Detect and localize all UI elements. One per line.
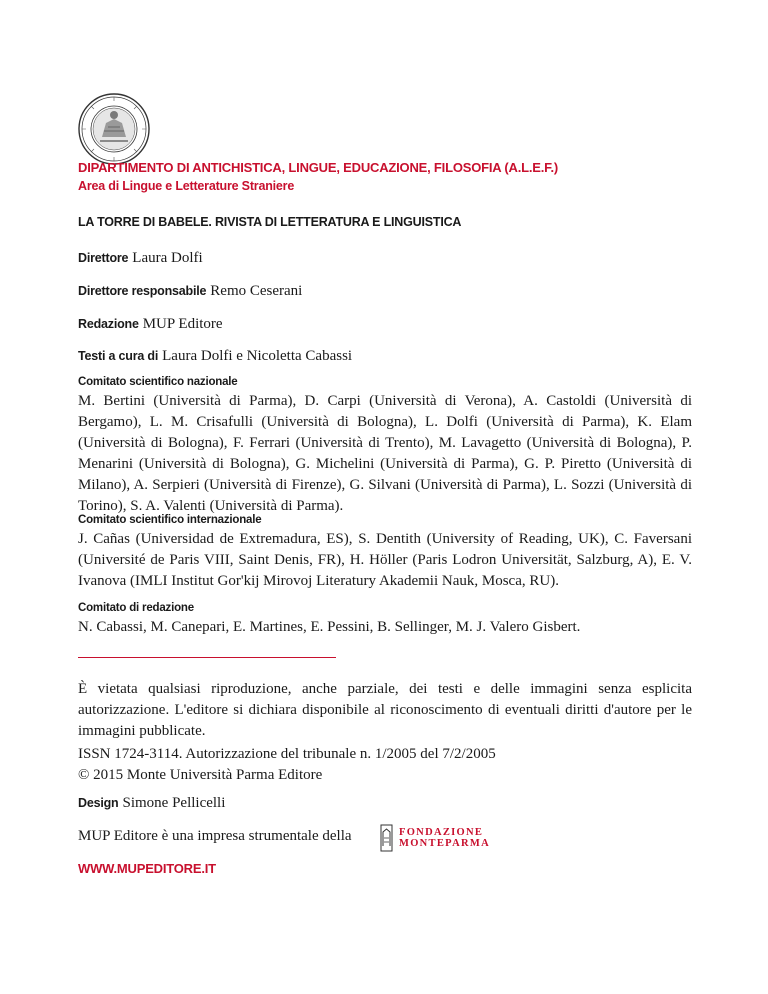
fondazione-line-2: MONTEPARMA xyxy=(399,838,490,849)
website-link[interactable]: WWW.MUPEDITORE.IT xyxy=(78,861,216,876)
credit-label: Direttore responsabile xyxy=(78,284,207,298)
fondazione-monteparma-logo xyxy=(380,823,490,853)
committee-national-members: M. Bertini (Università di Parma), D. Carpi (Università di Verona), A. Castoldi (Università di Bergamo), L. M. Crisafulli (Università di Bologna), L. Dolfi (Università di Parma), K. Elam (Università di Bologna), F. Ferrari (Università di Trento), M. Lavagetto (Università di Bologna), P. Menarini (Università di Bologna), G. Michelini (Università di Parma), G. P. Piretto (Università di Milano), A. Serpieri (Università di Firenze), G. Silvani (Università di Parma), L. Sozzi (Università di Torino), S. A. Valenti (Università di Parma). xyxy=(78,393,692,514)
university-seal-logo xyxy=(78,93,150,165)
committee-international-title: Comitato scientifico internazionale xyxy=(78,514,262,526)
credit-testi-a-cura xyxy=(78,348,352,365)
issn-line: ISSN 1724-3114. Autorizzazione del tribunale n. 1/2005 del 7/2/2005 xyxy=(78,746,496,762)
credit-value: MUP Editore xyxy=(142,316,223,332)
committee-international-members: J. Cañas (Universidad de Extremadura, ES), S. Dentith (University of Reading, UK), C. Faversani (Université de Paris VIII, Saint Denis, FR), H. Höller (Paris Lodron Universität, Salzburg, A), E. V. Ivanova (IMLI Institut Gor'kij Mirovoj Literatury Akademii Nauk, Mosca, RU). xyxy=(78,531,692,589)
credit-value: Remo Ceserani xyxy=(210,283,303,299)
credit-label: Direttore xyxy=(78,251,129,265)
department-heading: DIPARTIMENTO DI ANTICHISTICA, LINGUE, EDUCAZIONE, FILOSOFIA (A.L.E.F.) xyxy=(78,160,558,175)
copyright-line: © 2015 Monte Università Parma Editore xyxy=(78,767,323,783)
credit-redazione xyxy=(78,316,223,333)
copyright-notice: È vietata qualsiasi riproduzione, anche parziale, dei testi e delle immagini senza esplicita autorizzazione. L'editore si dichiara disponibile al riconoscimento di eventuali diritti d'autore per le immagini pubblicate. xyxy=(78,681,692,739)
area-subheading: Area di Lingue e Letterature Straniere xyxy=(78,179,295,193)
fondazione-line-1: FONDAZIONE xyxy=(399,827,484,838)
credit-label: Design xyxy=(78,796,119,810)
divider-rule xyxy=(78,657,336,658)
committee-editorial-title: Comitato di redazione xyxy=(78,602,194,614)
committee-editorial-members: N. Cabassi, M. Canepari, E. Martines, E. Pessini, B. Sellinger, M. J. Valero Gisbert. xyxy=(78,619,581,635)
credit-direttore xyxy=(78,250,203,267)
journal-title: LA TORRE DI BABELE. RIVISTA DI LETTERATURA E LINGUISTICA xyxy=(78,215,462,229)
mup-statement: MUP Editore è una impresa strumentale della xyxy=(78,828,352,844)
credit-value: Laura Dolfi e Nicoletta Cabassi xyxy=(162,348,353,364)
credit-direttore-responsabile xyxy=(78,283,302,300)
credit-design xyxy=(78,795,225,812)
fondazione-mark-icon xyxy=(380,824,393,852)
committee-national-title: Comitato scientifico nazionale xyxy=(78,376,238,388)
credit-value: Simone Pellicelli xyxy=(122,795,226,811)
credit-label: Testi a cura di xyxy=(78,349,159,363)
publication-info xyxy=(78,744,496,786)
credit-label: Redazione xyxy=(78,317,139,331)
credit-value: Laura Dolfi xyxy=(132,250,203,266)
